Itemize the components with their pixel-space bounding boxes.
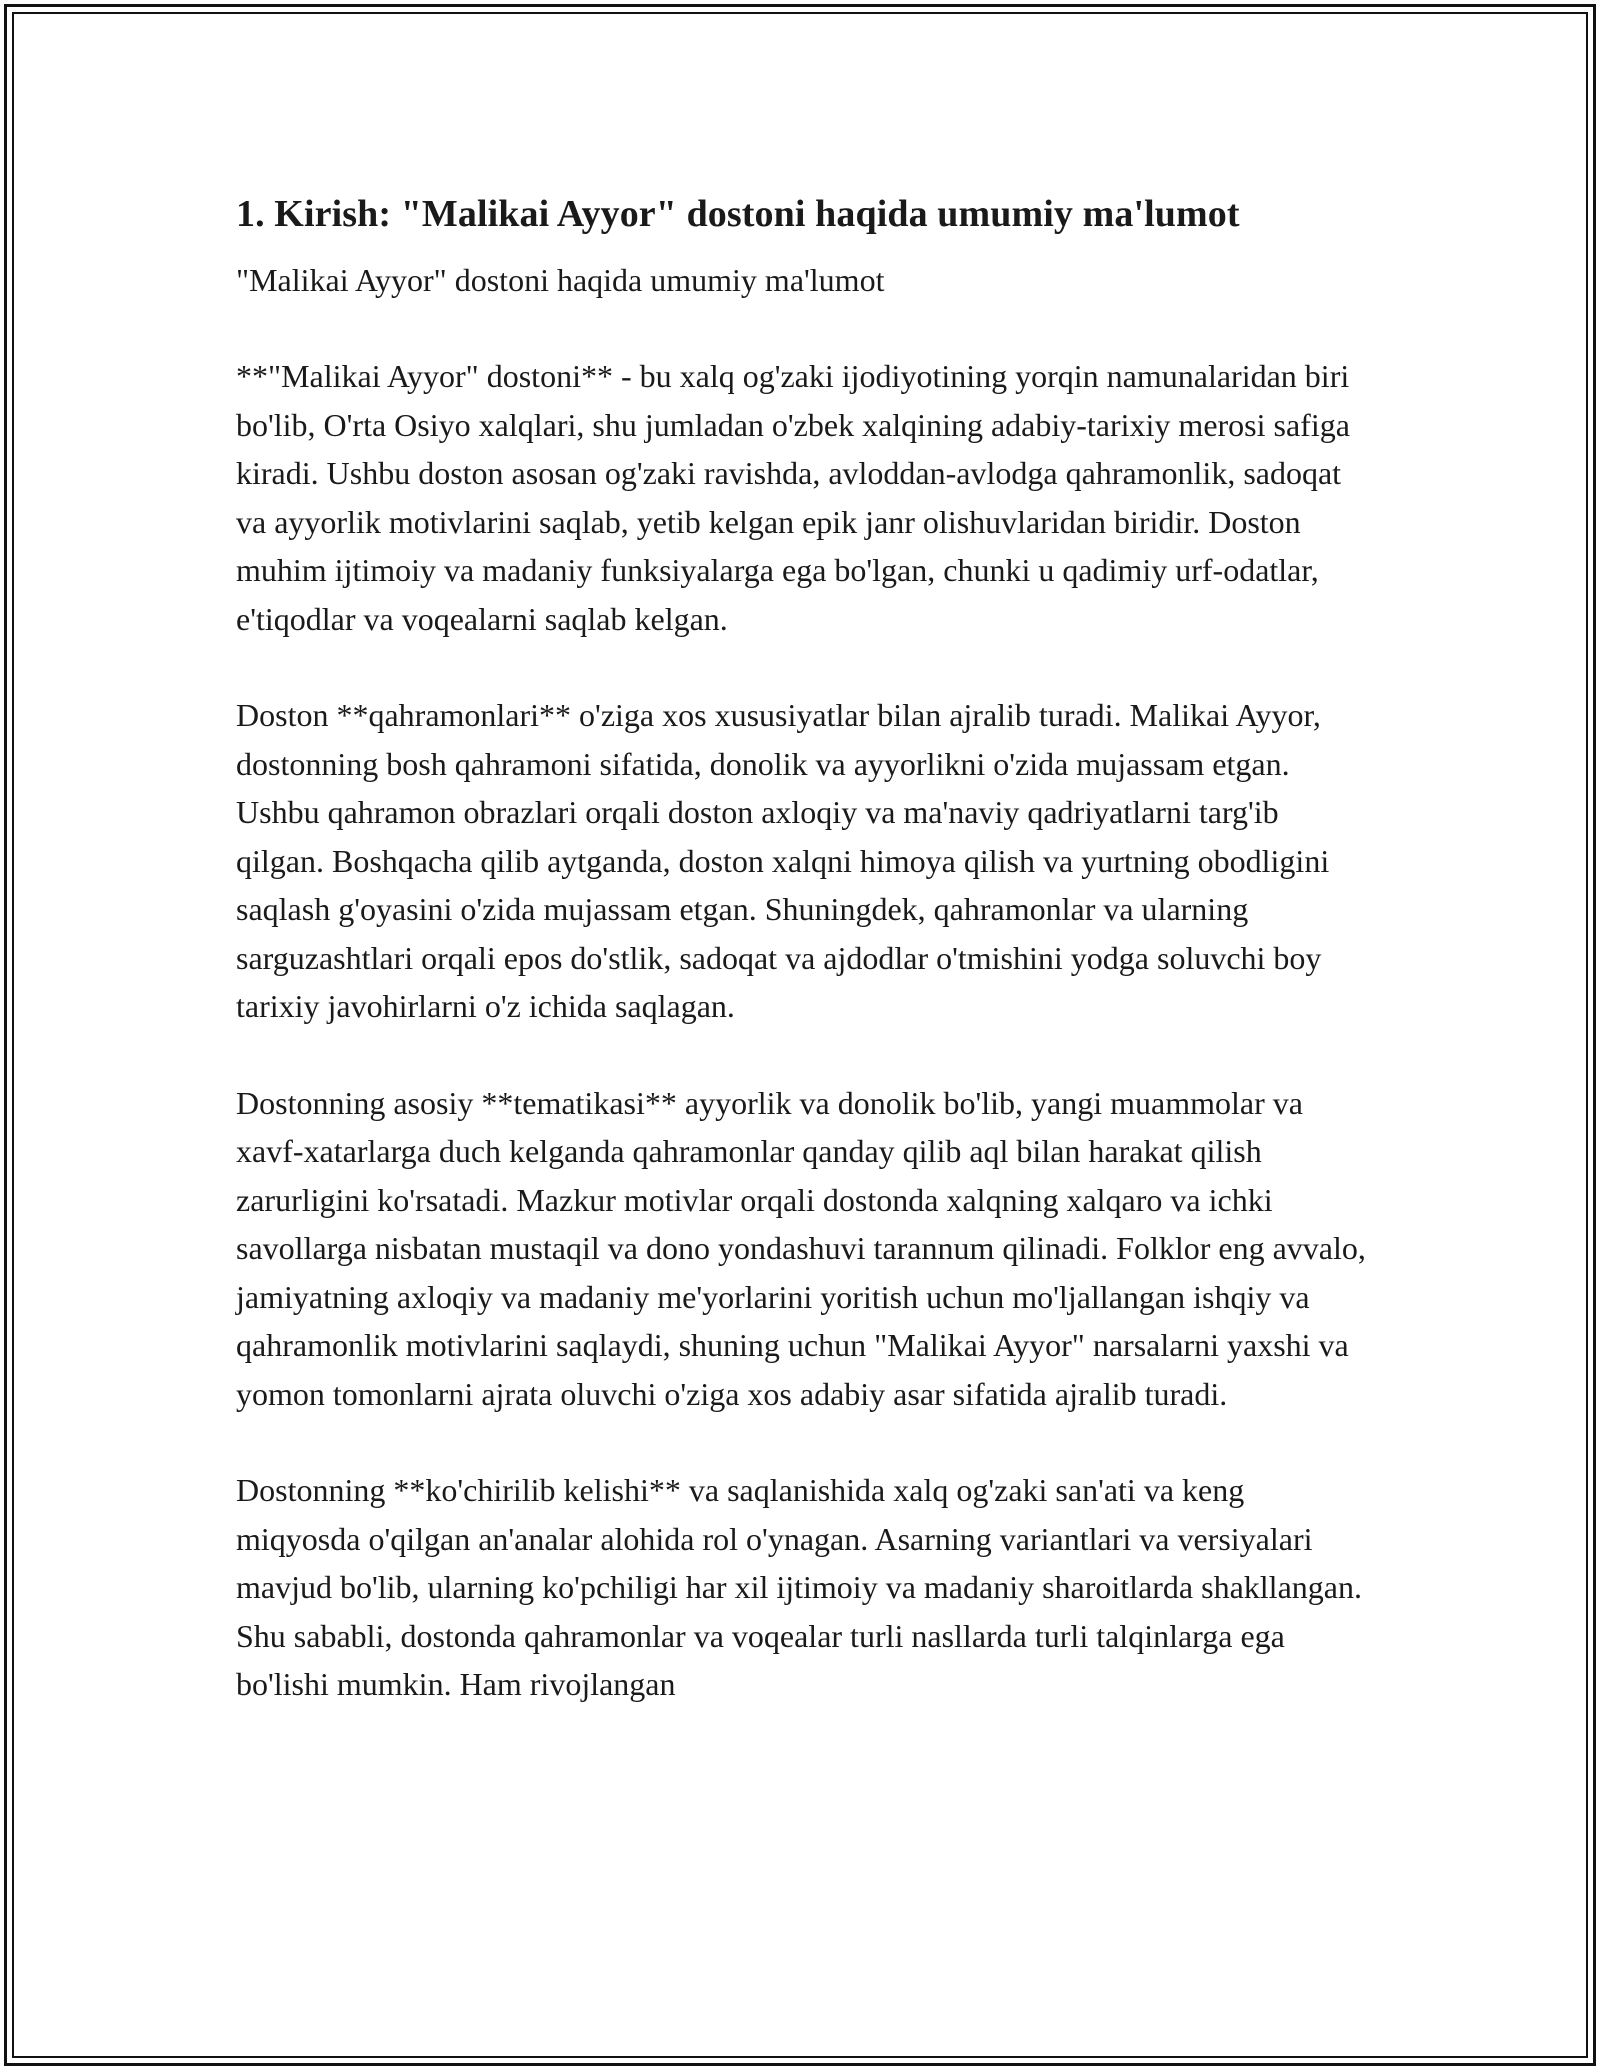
- document-body: [236, 186, 1366, 1709]
- paragraph-introduction: **"Malikai Ayyor" dostoni** - bu xalq og'zaki ijodiyotining yorqin namunalaridan biri bo'lib, O'rta Osiyo xalqlari, shu jumladan o'zbek xalqining adabiy-tarixiy merosi safiga kiradi. Ushbu doston asosan og'zaki ravishda, avloddan-avlodga qahramonlik, sadoqat va ayyorlik motivlarini saqlab, yetib kelgan epik janr olishuvlaridan biridir. Doston muhim ijtimoiy va madaniy funksiyalarga ega bo'lgan, chunki u qadimiy urf-odatlar, e'tiqodlar va voqealarni saqlab kelgan.: [236, 358, 1350, 637]
- section-heading: 1. Kirish: "Malikai Ayyor" dostoni haqida umumiy ma'lumot: [236, 193, 1240, 235]
- section-subtitle: "Malikai Ayyor" dostoni haqida umumiy ma'lumot: [236, 262, 885, 298]
- paragraph-themes: Dostonning asosiy **tematikasi** ayyorlik va donolik bo'lib, yangi muammolar va xavf-xatarlarga duch kelganda qahramonlar qanday qilib aql bilan harakat qilish zarurligini ko'rsatadi. Mazkur motivlar orqali dostonda xalqning xalqaro va ichki savollarga nisbatan mustaqil va dono yondashuvi tarannum qilinadi. Folklor eng avvalo, jamiyatning axloqiy va madaniy me'yorlarini yoritish uchun mo'ljallangan ishqiy va qahramonlik motivlarini saqlaydi, shuning uchun "Malikai Ayyor" narsalarni yaxshi va yomon tomonlarni ajrata oluvchi o'ziga xos adabiy asar sifatida ajralib turadi.: [236, 1084, 1366, 1412]
- paragraph-transmission: Dostonning **ko'chirilib kelishi** va saqlanishida xalq og'zaki san'ati va keng miqyosda o'qilgan an'analar alohida rol o'ynagan. Asarning variantlari va versiyalari mavjud bo'lib, ularning ko'pchiligi har xil ijtimoiy va madaniy sharoitlarda shakllangan. Shu sababli, dostonda qahramonlar va voqealar turli nasllarda turli talqinlarga ega bo'lishi mumkin. Ham rivojlangan: [236, 1472, 1362, 1702]
- paragraph-heroes: Doston **qahramonlari** o'ziga xos xususiyatlar bilan ajralib turadi. Malikai Ayyor, dostonning bosh qahramoni sifatida, donolik va ayyorlikni o'zida mujassam etgan. Ushbu qahramon obrazlari orqali doston axloqiy va ma'naviy qadriyatlarni targ'ib qilgan. Boshqacha qilib aytganda, doston xalqni himoya qilish va yurtning obodligini saqlash g'oyasini o'zida mujassam etgan. Shuningdek, qahramonlar va ularning sarguzashtlari orqali epos do'stlik, sadoqat va ajdodlar o'tmishini yodga soluvchi boy tarixiy javohirlarni o'z ichida saqlagan.: [236, 697, 1330, 1024]
